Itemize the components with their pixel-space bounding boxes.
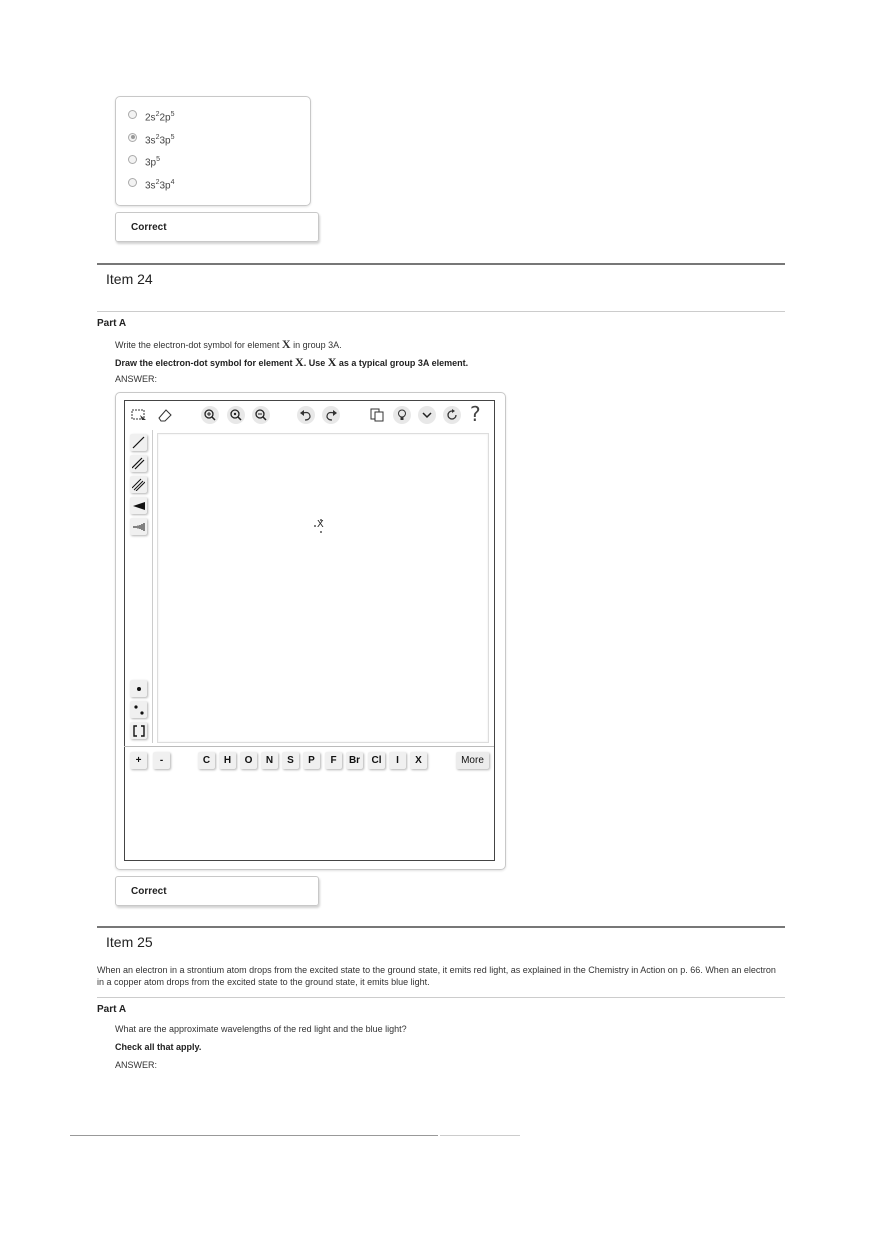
question-prompt: Write the electron-dot symbol for element X in group 3A. (115, 337, 342, 351)
answer-choices-box (115, 96, 311, 206)
choice-label: $2s^22p^5$ (145, 111, 175, 124)
reset-icon[interactable] (443, 406, 461, 424)
element-button-n[interactable]: N (261, 752, 278, 769)
undo-icon[interactable] (297, 406, 315, 424)
electron-dot-structure[interactable] (312, 517, 330, 535)
element-button-br[interactable]: Br (346, 752, 363, 769)
divider (97, 311, 785, 312)
eraser-icon[interactable] (156, 406, 174, 424)
divider (124, 746, 494, 747)
help-icon[interactable]: ? (470, 402, 481, 426)
zoom-fit-icon[interactable] (201, 406, 219, 424)
part-label: Part A (97, 318, 127, 329)
footer-rule (70, 1135, 438, 1136)
wedge-bond-icon[interactable] (130, 497, 147, 514)
drawing-canvas[interactable] (157, 433, 489, 743)
answer-label: ANSWER: (115, 374, 158, 384)
item-title: Item 25 (106, 934, 153, 950)
more-elements-button[interactable]: More (456, 752, 489, 769)
divider (97, 997, 785, 998)
choice-label: $3s^23p^5$ (145, 134, 175, 147)
footer-rule-faint (440, 1135, 520, 1136)
radio-button[interactable] (128, 155, 137, 164)
paste-icon[interactable] (368, 406, 386, 424)
radio-button[interactable] (128, 178, 137, 187)
question-instruction: Draw the electron-dot symbol for element X. Use X as a typical group 3A element. (115, 355, 469, 369)
zoom-in-icon[interactable] (227, 406, 245, 424)
choice-1[interactable] (128, 111, 175, 123)
redo-icon[interactable] (322, 406, 340, 424)
charge-minus-button[interactable]: - (153, 752, 170, 769)
divider (97, 926, 785, 928)
element-button-x[interactable]: X (410, 752, 427, 769)
element-button-o[interactable]: O (240, 752, 257, 769)
radical-dot-icon[interactable] (130, 680, 147, 697)
choice-label: $3s^23p^4$ (145, 179, 175, 192)
element-button-s[interactable]: S (282, 752, 299, 769)
charge-plus-button[interactable]: + (130, 752, 147, 769)
element-button-i[interactable]: I (389, 752, 406, 769)
double-bond-icon[interactable] (130, 455, 147, 472)
brackets-icon[interactable] (130, 722, 147, 739)
single-bond-icon[interactable] (130, 434, 147, 451)
element-button-f[interactable]: F (325, 752, 342, 769)
hash-bond-icon[interactable] (130, 518, 147, 535)
hint-icon[interactable] (393, 406, 411, 424)
question-instruction: Check all that apply. (115, 1042, 202, 1052)
divider (97, 263, 785, 265)
choice-4[interactable] (128, 179, 175, 191)
element-button-c[interactable]: C (198, 752, 215, 769)
choice-3[interactable] (128, 156, 160, 168)
choice-2[interactable] (128, 134, 175, 146)
atom-symbol: X (317, 519, 324, 530)
element-button-p[interactable]: P (303, 752, 320, 769)
item-intro: When an electron in a strontium atom drops from the excited state to the ground state, it emits red light, as explained in the Chemistry in Action on p. 66. When an electron in a copper atom drops from the excited state to the ground state, it emits blue light. (97, 965, 776, 987)
item-title: Item 24 (106, 271, 153, 287)
expand-icon[interactable] (418, 406, 436, 424)
select-icon[interactable] (130, 406, 148, 424)
element-button-cl[interactable]: Cl (368, 752, 385, 769)
feedback-correct: Correct (115, 212, 319, 242)
element-button-h[interactable]: H (219, 752, 236, 769)
zoom-out-icon[interactable] (252, 406, 270, 424)
feedback-correct: Correct (115, 876, 319, 906)
part-label: Part A (97, 1004, 127, 1015)
answer-label: ANSWER: (115, 1060, 158, 1070)
question-prompt: What are the approximate wavelengths of the red light and the blue light? (115, 1024, 407, 1034)
choice-label: $3p^5$ (145, 156, 161, 169)
radio-button[interactable] (128, 110, 137, 119)
radio-button-selected[interactable] (128, 133, 137, 142)
lone-pair-icon[interactable] (130, 701, 147, 718)
triple-bond-icon[interactable] (130, 476, 147, 493)
